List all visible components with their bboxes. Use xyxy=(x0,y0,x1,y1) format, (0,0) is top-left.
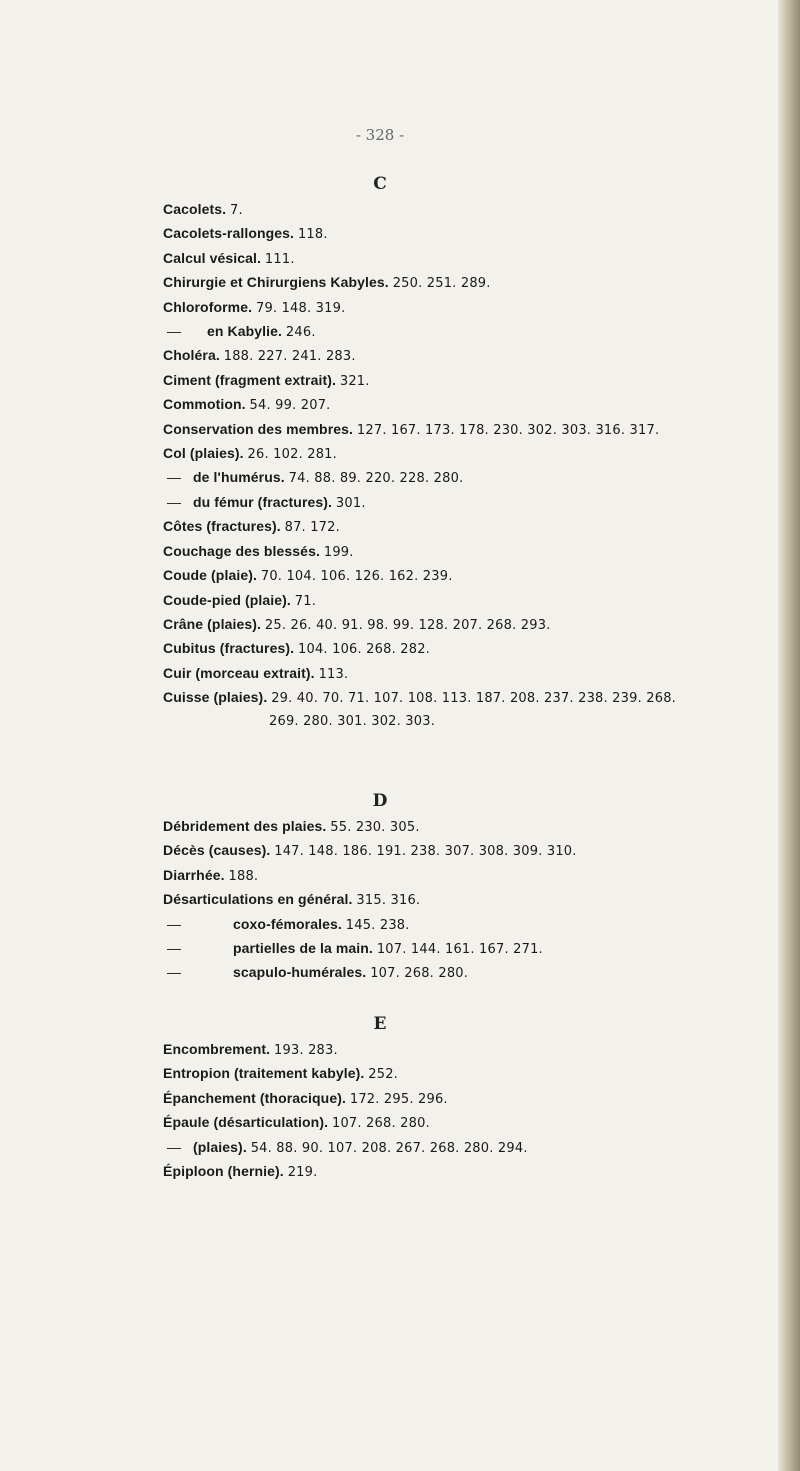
index-entry: Épaule (désarticulation). 107. 268. 280. xyxy=(163,1114,430,1132)
index-entry: Crâne (plaies). 25. 26. 40. 91. 98. 99. 128. 207. 268. 293. xyxy=(163,615,551,633)
page-number: - 328 - xyxy=(355,126,405,144)
index-entry: Chirurgie et Chirurgiens Kabyles. 250. 251. 289. xyxy=(163,274,491,292)
index-entry: Commotion. 54. 99. 207. xyxy=(163,396,331,414)
index-entry: Épanchement (thoracique). 172. 295. 296. xyxy=(163,1089,448,1107)
index-entry: Cacolets-rallonges. 118. xyxy=(163,225,328,243)
index-entry: Choléra. 188. 227. 241. 283. xyxy=(163,347,356,365)
index-entry: Entropion (traitement kabyle). 252. xyxy=(163,1065,398,1083)
index-entry: Cuir (morceau extrait). 113. xyxy=(163,664,349,682)
page-edge xyxy=(778,0,800,1471)
section-e xyxy=(163,1038,763,1184)
index-entry: Conservation des membres. 127. 167. 173. 178. 230. 302. 303. 316. 317. xyxy=(163,420,660,438)
index-subentry: — coxo-fémorales. 145. 238. xyxy=(167,915,410,933)
index-entry: Débridement des plaies. 55. 230. 305. xyxy=(163,818,420,835)
index-entry: Diarrhée. 188. xyxy=(163,866,259,884)
index-subentry: — scapulo-humérales. 107. 268. 280. xyxy=(167,964,469,982)
index-entry: Cuisse (plaies). 29. 40. 70. 71. 107. 108. 113. 187. 208. 237. 238. 239. 268. 269. 280. 301. 302. 303. xyxy=(163,689,676,729)
section-letter-e: E xyxy=(373,1014,387,1034)
index-entry: Cacolets. 7. xyxy=(163,201,243,218)
section-letter-d: D xyxy=(372,791,388,811)
index-entry: Calcul vésical. 111. xyxy=(163,249,295,267)
index-entry: Ciment (fragment extrait). 321. xyxy=(163,371,370,389)
index-subentry: — du fémur (fractures). 301. xyxy=(167,493,366,511)
section-d xyxy=(163,815,763,986)
index-subentry: — (plaies). 54. 88. 90. 107. 208. 267. 268. 280. 294. xyxy=(167,1138,528,1156)
index-entry: Coude-pied (plaie). 71. xyxy=(163,591,317,609)
index-subentry: — partielles de la main. 107. 144. 161. 167. 271. xyxy=(167,940,543,958)
index-entry: Côtes (fractures). 87. 172. xyxy=(163,518,340,536)
index-entry: Épiploon (hernie). 219. xyxy=(163,1163,318,1181)
index-entry: Cubitus (fractures). 104. 106. 268. 282. xyxy=(163,640,430,658)
section-c xyxy=(163,198,763,733)
section-letter-c: C xyxy=(373,174,387,194)
index-subentry: — de l'humérus. 74. 88. 89. 220. 228. 280. xyxy=(167,469,464,487)
index-entry: Col (plaies). 26. 102. 281. xyxy=(163,445,337,463)
index-entry: Chloroforme. 79. 148. 319. xyxy=(163,298,346,316)
index-entry: Décès (causes). 147. 148. 186. 191. 238. 307. 308. 309. 310. xyxy=(163,842,577,860)
index-entry: Désarticulations en général. 315. 316. xyxy=(163,891,421,909)
index-entry: Encombrement. 193. 283. xyxy=(163,1041,338,1058)
index-entry: Couchage des blessés. 199. xyxy=(163,542,354,560)
index-subentry: — en Kabylie. 246. xyxy=(167,323,316,341)
index-entry: Coude (plaie). 70. 104. 106. 126. 162. 239. xyxy=(163,567,453,585)
